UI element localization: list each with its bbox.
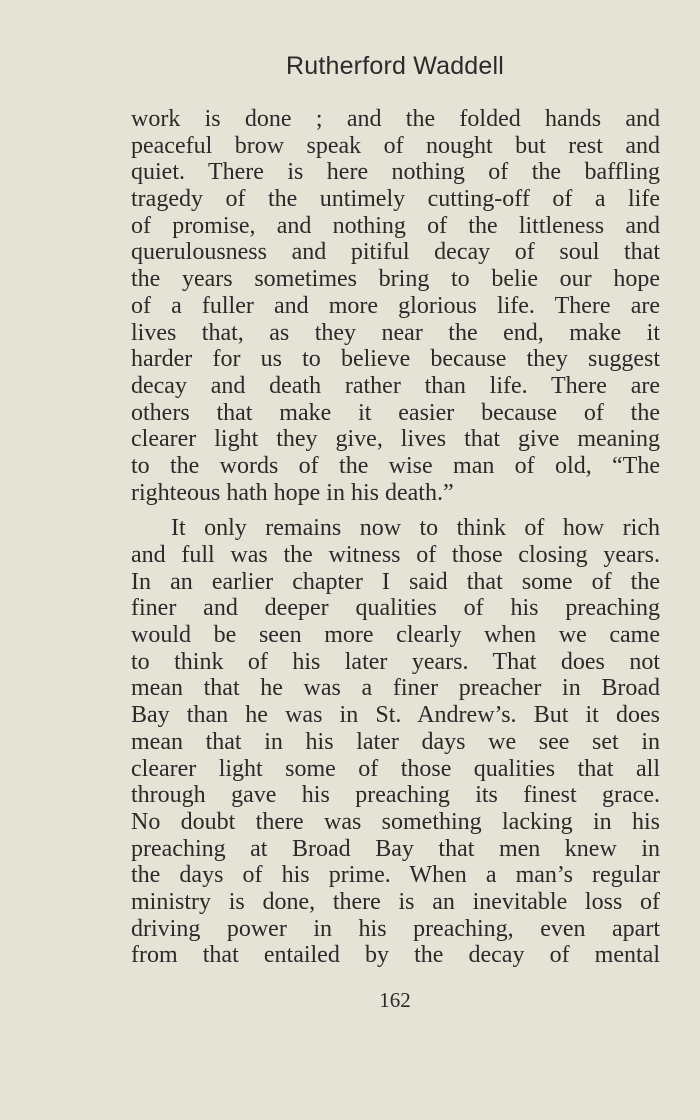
- text-line: mean that in his later days we see set in: [131, 728, 660, 755]
- text-line: righteous hath hope in his death.”: [131, 479, 454, 506]
- text-line: the days of his prime. When a man’s regular: [131, 862, 660, 889]
- text-line: driving power in his preaching, even apart: [131, 915, 660, 942]
- text-line: decay and death rather than life. There are: [131, 372, 660, 399]
- text-line: would be seen more clearly when we came: [131, 622, 660, 649]
- text-line: In an earlier chapter I said that some of the: [131, 568, 660, 595]
- paragraph-gap: [131, 506, 660, 515]
- text-line: quiet. There is here nothing of the baffling: [131, 159, 660, 186]
- text-line: querulousness and pitiful decay of soul that: [131, 239, 660, 266]
- text-line: ministry is done, there is an inevitable loss of: [131, 888, 660, 915]
- text-line: clearer light they give, lives that give meaning: [131, 426, 660, 453]
- text-line: tragedy of the untimely cutting-off of a life: [131, 186, 660, 213]
- text-line: to think of his later years. That does not: [131, 648, 660, 675]
- text-line: of promise, and nothing of the littleness and: [131, 212, 660, 239]
- text-line: clearer light some of those qualities that all: [131, 755, 660, 782]
- paragraph-1: [131, 106, 660, 506]
- text-line: through gave his preaching its finest grace.: [131, 782, 660, 809]
- page-number: 162: [379, 988, 411, 1012]
- text-line: to the words of the wise man of old, “The: [131, 452, 660, 479]
- text-line: mean that he was a finer preacher in Broad: [131, 675, 660, 702]
- text-line: finer and deeper qualities of his preaching: [131, 595, 660, 622]
- running-head: Rutherford Waddell: [285, 52, 505, 80]
- body-text: [131, 106, 660, 969]
- text-line: others that make it easier because of the: [131, 399, 660, 426]
- text-line: the years sometimes bring to belie our hope: [131, 266, 660, 293]
- text-line: Bay than he was in St. Andrew’s. But it does: [131, 702, 660, 729]
- text-line: harder for us to believe because they suggest: [131, 346, 660, 373]
- text-line: from that entailed by the decay of mental: [131, 942, 660, 969]
- text-line: and full was the witness of those closing years.: [131, 542, 660, 568]
- text-line: preaching at Broad Bay that men knew in: [131, 835, 660, 862]
- text-line: peaceful brow speak of nought but rest and: [131, 132, 660, 159]
- text-line: lives that, as they near the end, make it: [131, 319, 660, 346]
- paragraph-2: [131, 515, 660, 969]
- text-line: No doubt there was something lacking in his: [131, 808, 660, 835]
- text-line: It only remains now to think of how rich: [171, 515, 660, 542]
- text-line: work is done ; and the folded hands and: [131, 106, 660, 132]
- text-line: of a fuller and more glorious life. There are: [131, 292, 660, 319]
